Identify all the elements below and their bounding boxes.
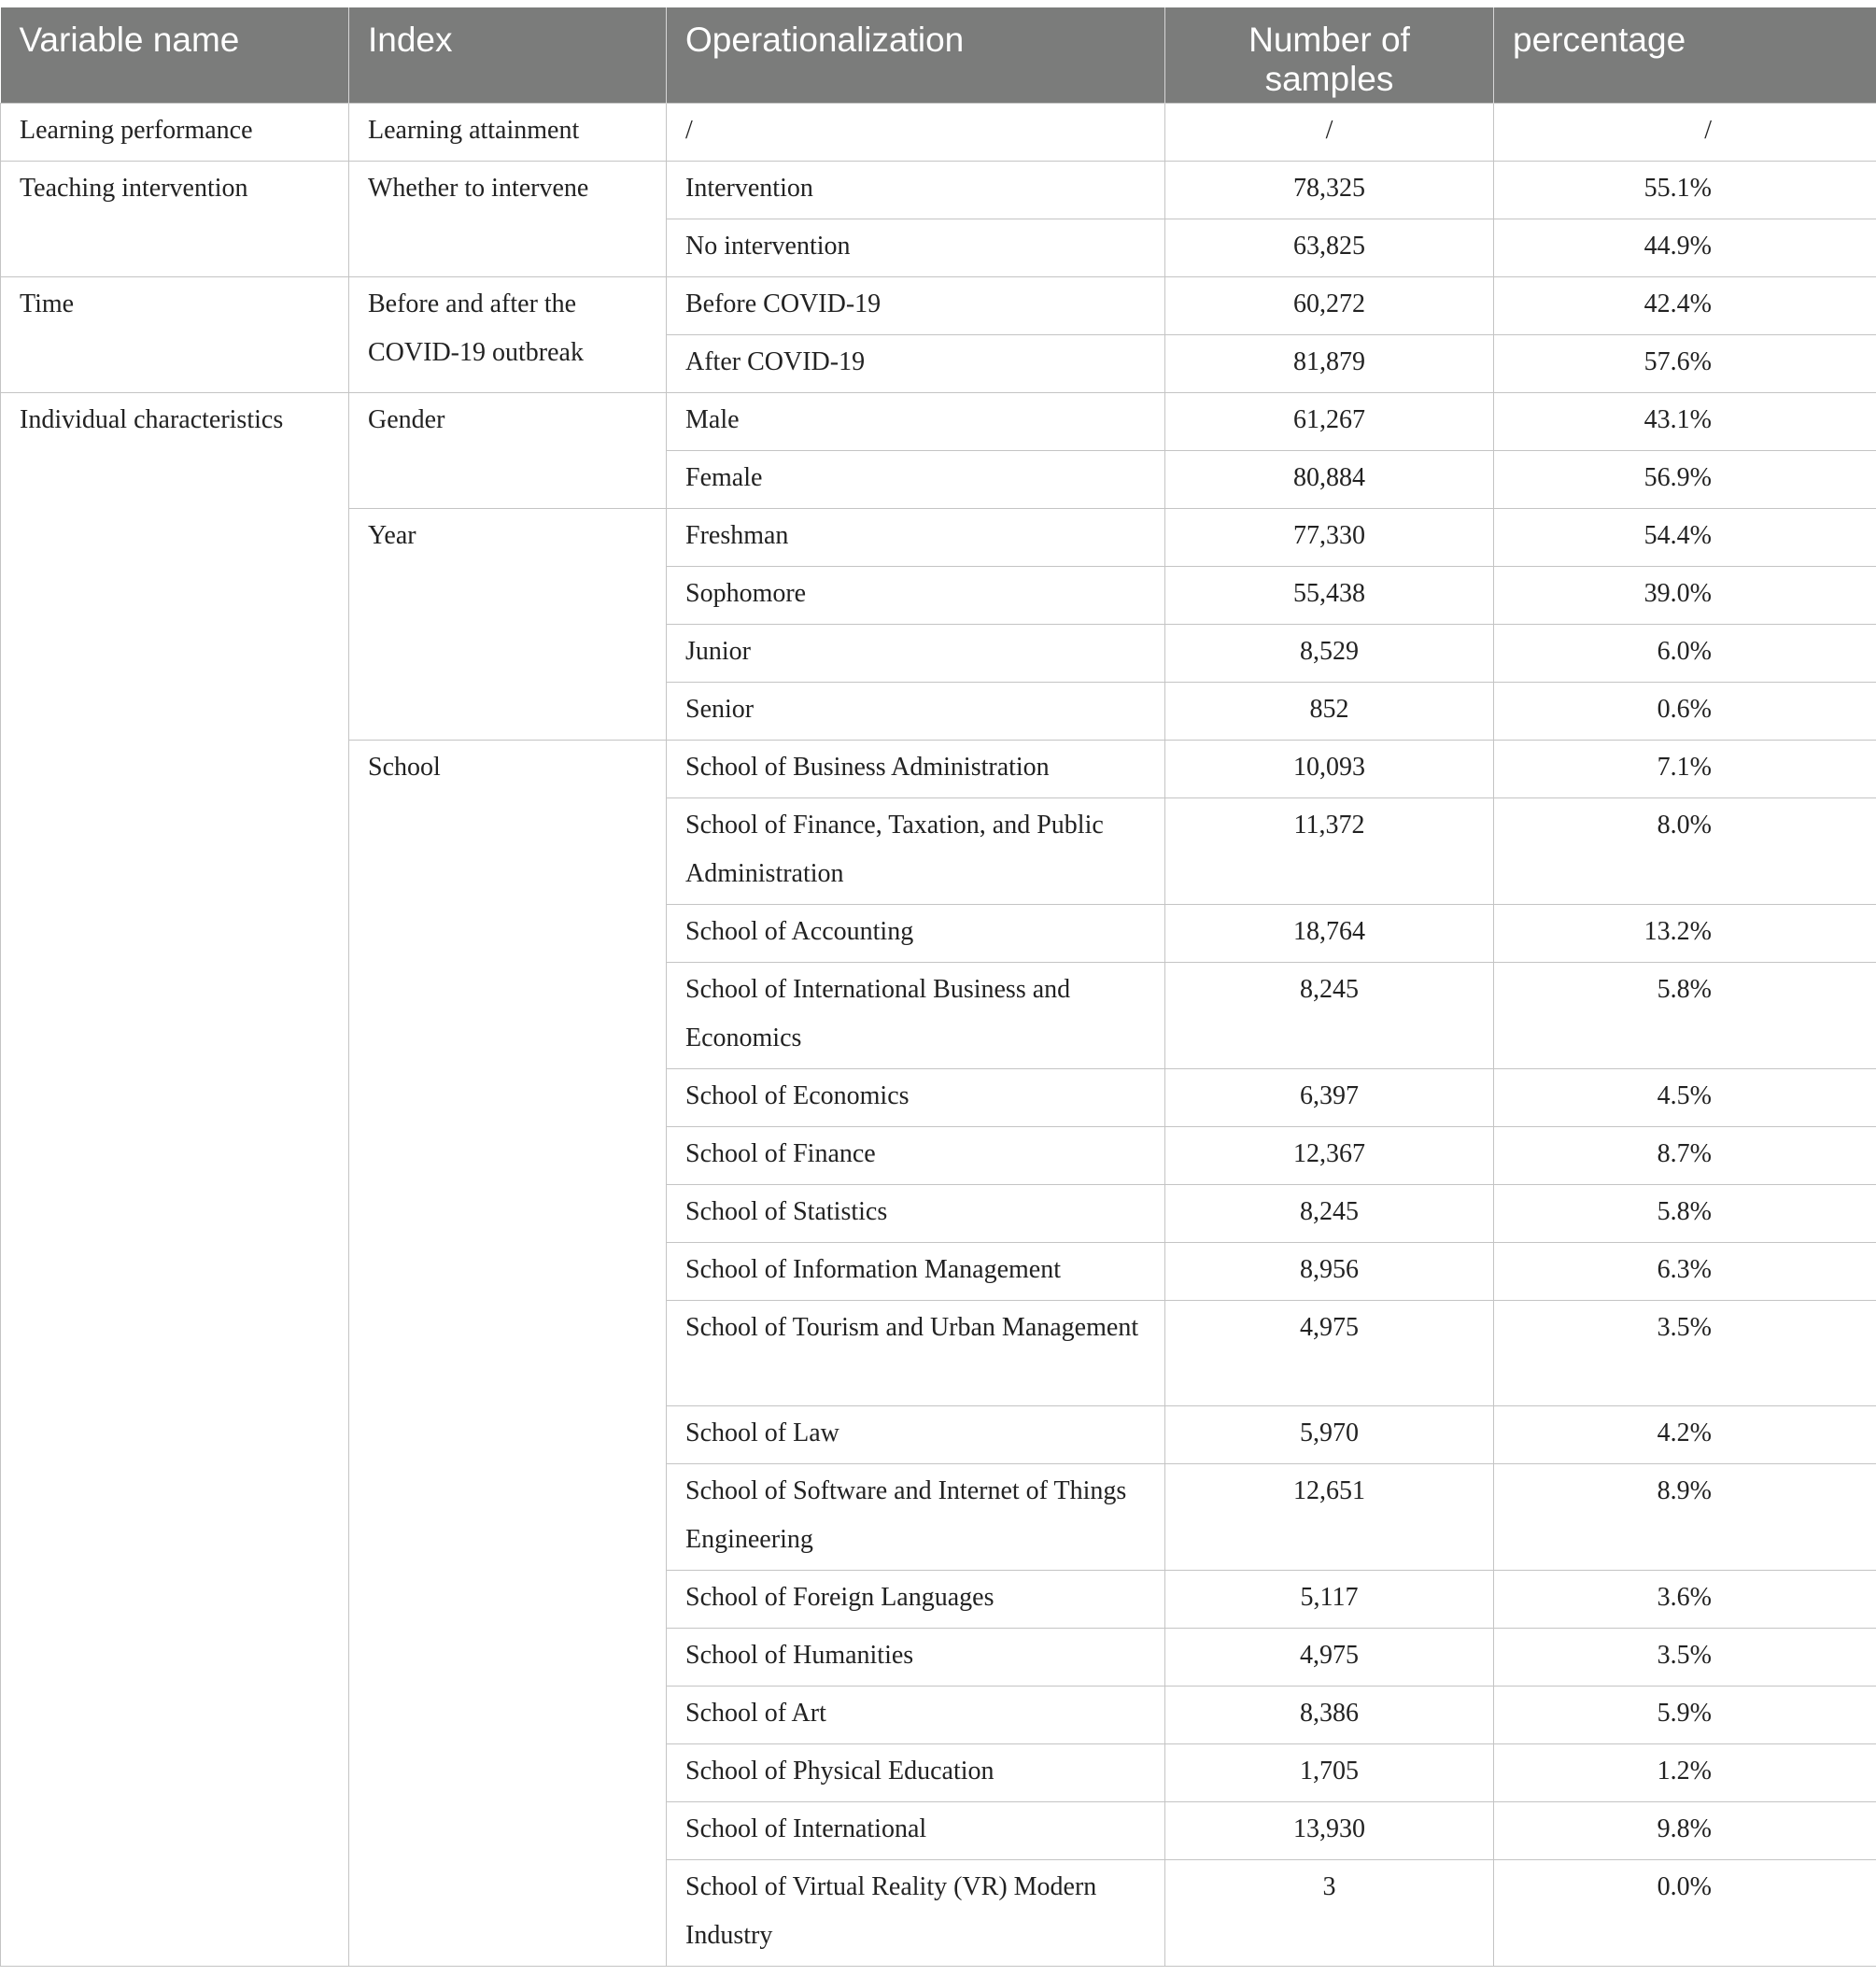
- samples-cell: 60,272: [1165, 276, 1494, 334]
- samples-cell: 63,825: [1165, 219, 1494, 276]
- samples-cell: 8,529: [1165, 624, 1494, 682]
- samples-cell: 6,397: [1165, 1068, 1494, 1126]
- header-row: [1, 7, 1876, 103]
- index-cell: Year: [349, 508, 667, 740]
- operationalization-cell: School of Business Administration: [667, 740, 1165, 797]
- operationalization-cell: Female: [667, 450, 1165, 508]
- samples-cell: 12,651: [1165, 1463, 1494, 1570]
- header-index: Index: [349, 7, 667, 103]
- header-operationalization: Operationalization: [667, 7, 1165, 103]
- samples-cell: 8,386: [1165, 1686, 1494, 1743]
- header-variable-name: Variable name: [1, 7, 349, 103]
- operationalization-cell: School of Tourism and Urban Management: [667, 1300, 1165, 1405]
- samples-cell: 4,975: [1165, 1300, 1494, 1405]
- percentage-cell: 55.1%: [1494, 161, 1876, 219]
- operationalization-cell: Before COVID-19: [667, 276, 1165, 334]
- samples-cell: 5,970: [1165, 1405, 1494, 1463]
- percentage-cell: 0.6%: [1494, 682, 1876, 740]
- samples-cell: 8,956: [1165, 1242, 1494, 1300]
- table-body: [1, 103, 1876, 1966]
- percentage-cell: 5.9%: [1494, 1686, 1876, 1743]
- samples-cell: 77,330: [1165, 508, 1494, 566]
- operationalization-cell: School of Statistics: [667, 1184, 1165, 1242]
- operationalization-cell: Freshman: [667, 508, 1165, 566]
- samples-cell: 8,245: [1165, 962, 1494, 1068]
- variable-cell: Learning performance: [1, 103, 349, 161]
- percentage-cell: 56.9%: [1494, 450, 1876, 508]
- percentage-cell: 1.2%: [1494, 1743, 1876, 1801]
- samples-cell: 1,705: [1165, 1743, 1494, 1801]
- samples-cell: 12,367: [1165, 1126, 1494, 1184]
- operationalization-cell: After COVID-19: [667, 334, 1165, 392]
- percentage-cell: 7.1%: [1494, 740, 1876, 797]
- operationalization-cell: School of Finance, Taxation, and Public Administration: [667, 797, 1165, 904]
- index-cell: Whether to intervene: [349, 161, 667, 276]
- percentage-cell: 4.5%: [1494, 1068, 1876, 1126]
- samples-cell: 80,884: [1165, 450, 1494, 508]
- samples-cell: 78,325: [1165, 161, 1494, 219]
- percentage-cell: 0.0%: [1494, 1859, 1876, 1966]
- operationalization-cell: Intervention: [667, 161, 1165, 219]
- samples-cell: 18,764: [1165, 904, 1494, 962]
- operationalization-cell: Junior: [667, 624, 1165, 682]
- samples-cell: 61,267: [1165, 392, 1494, 450]
- percentage-cell: 9.8%: [1494, 1801, 1876, 1859]
- operationalization-cell: School of Foreign Languages: [667, 1570, 1165, 1628]
- percentage-cell: 3.5%: [1494, 1628, 1876, 1686]
- percentage-cell: 13.2%: [1494, 904, 1876, 962]
- samples-cell: 852: [1165, 682, 1494, 740]
- samples-cell: 4,975: [1165, 1628, 1494, 1686]
- percentage-cell: 5.8%: [1494, 1184, 1876, 1242]
- percentage-cell: 54.4%: [1494, 508, 1876, 566]
- operationalization-cell: School of Physical Education: [667, 1743, 1165, 1801]
- percentage-cell: 57.6%: [1494, 334, 1876, 392]
- samples-cell: 13,930: [1165, 1801, 1494, 1859]
- operationalization-cell: Sophomore: [667, 566, 1165, 624]
- table-row: [1, 392, 1876, 450]
- operationalization-cell: School of Humanities: [667, 1628, 1165, 1686]
- header-percentage: percentage: [1494, 7, 1876, 103]
- percentage-cell: 4.2%: [1494, 1405, 1876, 1463]
- sample-statistics-table: [0, 7, 1876, 1967]
- percentage-cell: 39.0%: [1494, 566, 1876, 624]
- operationalization-cell: School of Information Management: [667, 1242, 1165, 1300]
- index-cell: Gender: [349, 392, 667, 508]
- table-header: [1, 7, 1876, 103]
- samples-cell: 11,372: [1165, 797, 1494, 904]
- variable-cell: Teaching intervention: [1, 161, 349, 276]
- index-cell: Learning attainment: [349, 103, 667, 161]
- percentage-cell: 5.8%: [1494, 962, 1876, 1068]
- operationalization-cell: School of Virtual Reality (VR) Modern Industry: [667, 1859, 1165, 1966]
- percentage-cell: 3.5%: [1494, 1300, 1876, 1405]
- samples-cell: 3: [1165, 1859, 1494, 1966]
- table-row: [1, 161, 1876, 219]
- variable-cell: Time: [1, 276, 349, 392]
- percentage-cell: 8.7%: [1494, 1126, 1876, 1184]
- operationalization-cell: Senior: [667, 682, 1165, 740]
- percentage-cell: 8.0%: [1494, 797, 1876, 904]
- percentage-cell: 44.9%: [1494, 219, 1876, 276]
- percentage-cell: 8.9%: [1494, 1463, 1876, 1570]
- variable-cell: Individual characteristics: [1, 392, 349, 1966]
- operationalization-cell: School of Software and Internet of Things Engineering: [667, 1463, 1165, 1570]
- samples-cell: /: [1165, 103, 1494, 161]
- table-row: [1, 103, 1876, 161]
- operationalization-cell: School of Economics: [667, 1068, 1165, 1126]
- operationalization-cell: School of International Business and Economics: [667, 962, 1165, 1068]
- percentage-cell: 3.6%: [1494, 1570, 1876, 1628]
- operationalization-cell: /: [667, 103, 1165, 161]
- index-cell: Before and after the COVID-19 outbreak: [349, 276, 667, 392]
- operationalization-cell: School of Law: [667, 1405, 1165, 1463]
- percentage-cell: 6.0%: [1494, 624, 1876, 682]
- samples-cell: 8,245: [1165, 1184, 1494, 1242]
- percentage-cell: 6.3%: [1494, 1242, 1876, 1300]
- operationalization-cell: School of Accounting: [667, 904, 1165, 962]
- operationalization-cell: School of International: [667, 1801, 1165, 1859]
- operationalization-cell: School of Finance: [667, 1126, 1165, 1184]
- samples-cell: 55,438: [1165, 566, 1494, 624]
- operationalization-cell: School of Art: [667, 1686, 1165, 1743]
- table-row: [1, 276, 1876, 334]
- header-number-of-samples: Number of samples: [1165, 7, 1494, 103]
- percentage-cell: 43.1%: [1494, 392, 1876, 450]
- percentage-cell: /: [1494, 103, 1876, 161]
- samples-cell: 5,117: [1165, 1570, 1494, 1628]
- samples-cell: 81,879: [1165, 334, 1494, 392]
- operationalization-cell: Male: [667, 392, 1165, 450]
- percentage-cell: 42.4%: [1494, 276, 1876, 334]
- operationalization-cell: No intervention: [667, 219, 1165, 276]
- samples-cell: 10,093: [1165, 740, 1494, 797]
- index-cell: School: [349, 740, 667, 1966]
